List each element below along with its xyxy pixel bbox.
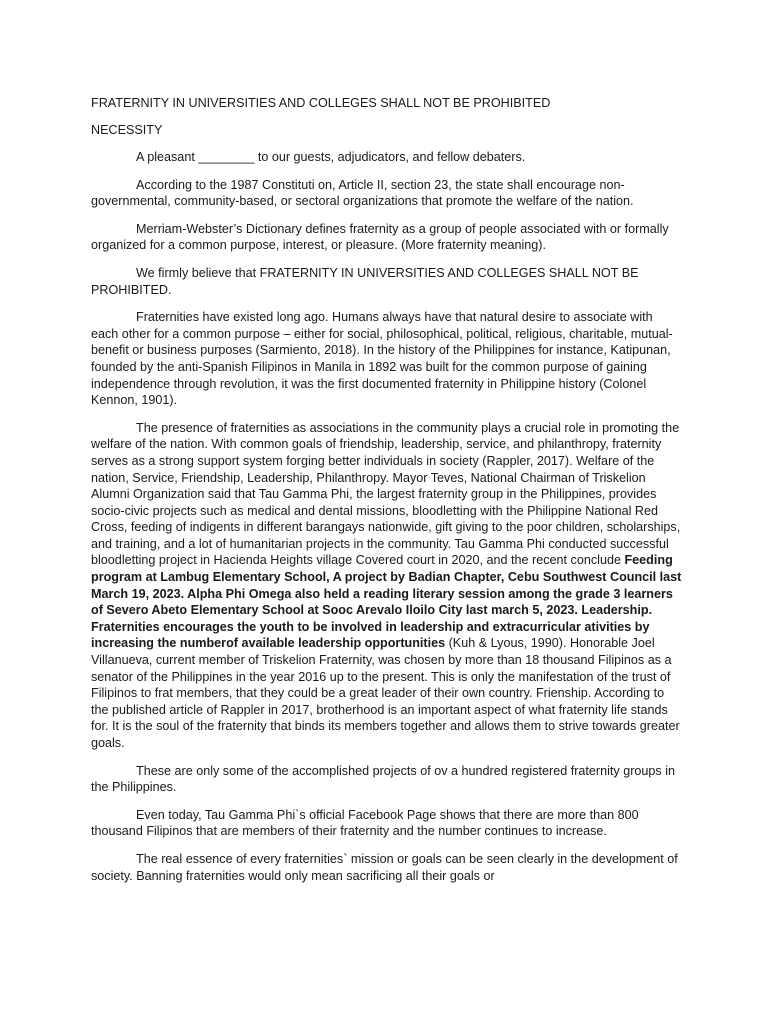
paragraph-history: Fraternities have existed long ago. Humans always have that natural desire to associate with each other for a common purpose – either for social, philosophical, political, religious, charitable, mutual-benefit or business purposes (Sarmiento, 2018). In the history of the Philippines for instance, Katipunan, founded by the anti-Spanish Filipinos in Manila in 1892 was built for the common purpose of gaining independence through revolution, it was the first documented fraternity in Philippine history (Colonel Kennon, 1901). [91, 310, 673, 408]
paragraph-welfare-text-2: (Kuh & Lyous, 1990). Honorable Joel Villanueva, current member of Triskelion Fraternity, was chosen by more than 18 thousand Filipinos as a senator of the Philippines in the year 2016 up to the present. This is only the manifestation of the trust of Filipinos to frat members, that they could be a great leader of their own country. Frienship. According to the published article of Rappler in 2017, brotherhood is an important aspect of what fraternity life stands for. It is the soul of the fraternity that binds its members together and allows them to strive towards greater goals. [91, 636, 680, 750]
section-heading: NECESSITY [91, 123, 163, 137]
paragraph-constitution: According to the 1987 Constituti on, Article II, section 23, the state shall encourage non-governmental, community-based, or sectoral organizations that promote the welfare of the nation. [91, 177, 634, 209]
paragraph-greeting: A pleasant ________ to our guests, adjudicators, and fellow debaters. [136, 150, 526, 164]
document-title: FRATERNITY IN UNIVERSITIES AND COLLEGES SHALL NOT BE PROHIBITED [91, 96, 551, 110]
paragraph-welfare-bold-text: Feeding program at Lambug Elementary School, A project by Badian Chapter, Cebu Southwest Council last March 19, 2023. Alpha Phi Omega also held a reading literary session among the grade 3 learners of Severo Abeto Elementary School at Sooc Arevalo Iloilo City last march 5, 2023. Leadership. Fraternities encourages the youth to be involved in leadership and extracurricular ativities by increasing the numberof available leadership opportunities [91, 553, 682, 651]
paragraph-welfare-text-1: The presence of fraternities as associations in the community plays a crucial role in promoting the welfare of the nation. With common goals of friendship, leadership, service, and philanthropy, fraternity serves as a strong support system forging better individuals in society (Rappler, 2017). Welfare of the nation, Service, Friendship, Leadership, Philanthropy. Mayor Teves, National Chairman of Triskelion Alumni Organization said that Tau Gamma Phi, the largest fraternity group in the Philippines, provides socio-civic projects such as medical and dental missions, bloodletting with the Philippine National Red Cross, feeding of indigents in different barangays nationwide, gift giving to the poor children, scholarships, and training, and a lot of humanitarian projects in the community. Tau Gamma Phi conducted successful bloodletting project in Hacienda Heights village Covered court in 2020, and the recent conclude [91, 420, 681, 568]
paragraph-stance: We firmly believe that FRATERNITY IN UNIVERSITIES AND COLLEGES SHALL NOT BE PROHIBITED. [91, 265, 639, 297]
paragraph-essence: The real essence of every fraternities` mission or goals can be seen clearly in the development of society. Banning fraternities would only mean sacrificing all their goals or [91, 851, 678, 883]
paragraph-definition: Merriam-Webster’s Dictionary defines fraternity as a group of people associated with or formally organized for a common purpose, interest, or pleasure. (More fraternity meaning). [91, 221, 669, 253]
paragraph-welfare [91, 420, 682, 752]
paragraph-membership: Even today, Tau Gamma Phi`s official Facebook Page shows that there are more than 800 thousand Filipinos that are members of their fraternity and the number continues to increase. [91, 807, 639, 839]
paragraph-projects: These are only some of the accomplished projects of ov a hundred registered fraternity groups in the Philippines. [91, 763, 676, 795]
